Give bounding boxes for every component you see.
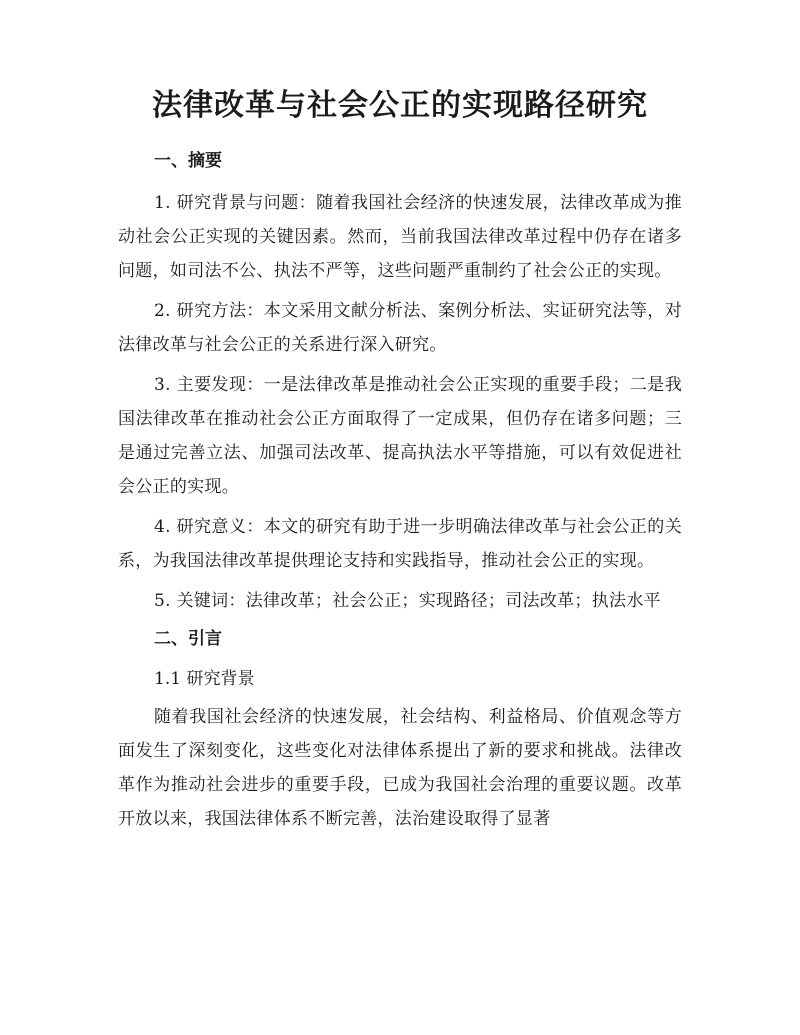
document-title: 法律改革与社会公正的实现路径研究 bbox=[152, 88, 648, 123]
subsection-heading-background: 1.1 研究背景 bbox=[154, 669, 255, 689]
section-heading-abstract: 一、摘要 bbox=[154, 151, 222, 171]
abstract-paragraph-findings: 3. 主要发现：一是法律改革是推动社会公正实现的重要手段；二是我国法律改革在推动社会公正方面取得了一定成果，但仍存在诸多问题；三是通过完善立法、加强司法改革、提高执法水平等措施，可以有效促进社会公正的实现。 bbox=[118, 375, 682, 497]
abstract-paragraph-significance: 4. 研究意义：本文的研究有助于进一步明确法律改革与社会公正的关系，为我国法律改革提供理论支持和实践指导，推动社会公正的实现。 bbox=[118, 517, 682, 571]
abstract-paragraph-methods: 2. 研究方法：本文采用文献分析法、案例分析法、实证研究法等，对法律改革与社会公正的关系进行深入研究。 bbox=[118, 301, 682, 355]
section-heading-introduction: 二、引言 bbox=[154, 629, 222, 649]
abstract-paragraph-background: 1. 研究背景与问题：随着我国社会经济的快速发展，法律改革成为推动社会公正实现的关键因素。然而，当前我国法律改革过程中仍存在诸多问题，如司法不公、执法不严等，这些问题严重制约了社会公正的实现。 bbox=[118, 193, 682, 281]
introduction-paragraph: 随着我国社会经济的快速发展，社会结构、利益格局、价值观念等方面发生了深刻变化，这些变化对法律体系提出了新的要求和挑战。法律改革作为推动社会进步的重要手段，已成为我国社会治理的重要议题。改革开放以来，我国法律体系不断完善，法治建设取得了显著 bbox=[118, 707, 682, 829]
abstract-paragraph-keywords: 5. 关键词：法律改革；社会公正；实现路径；司法改革；执法水平 bbox=[154, 591, 661, 611]
